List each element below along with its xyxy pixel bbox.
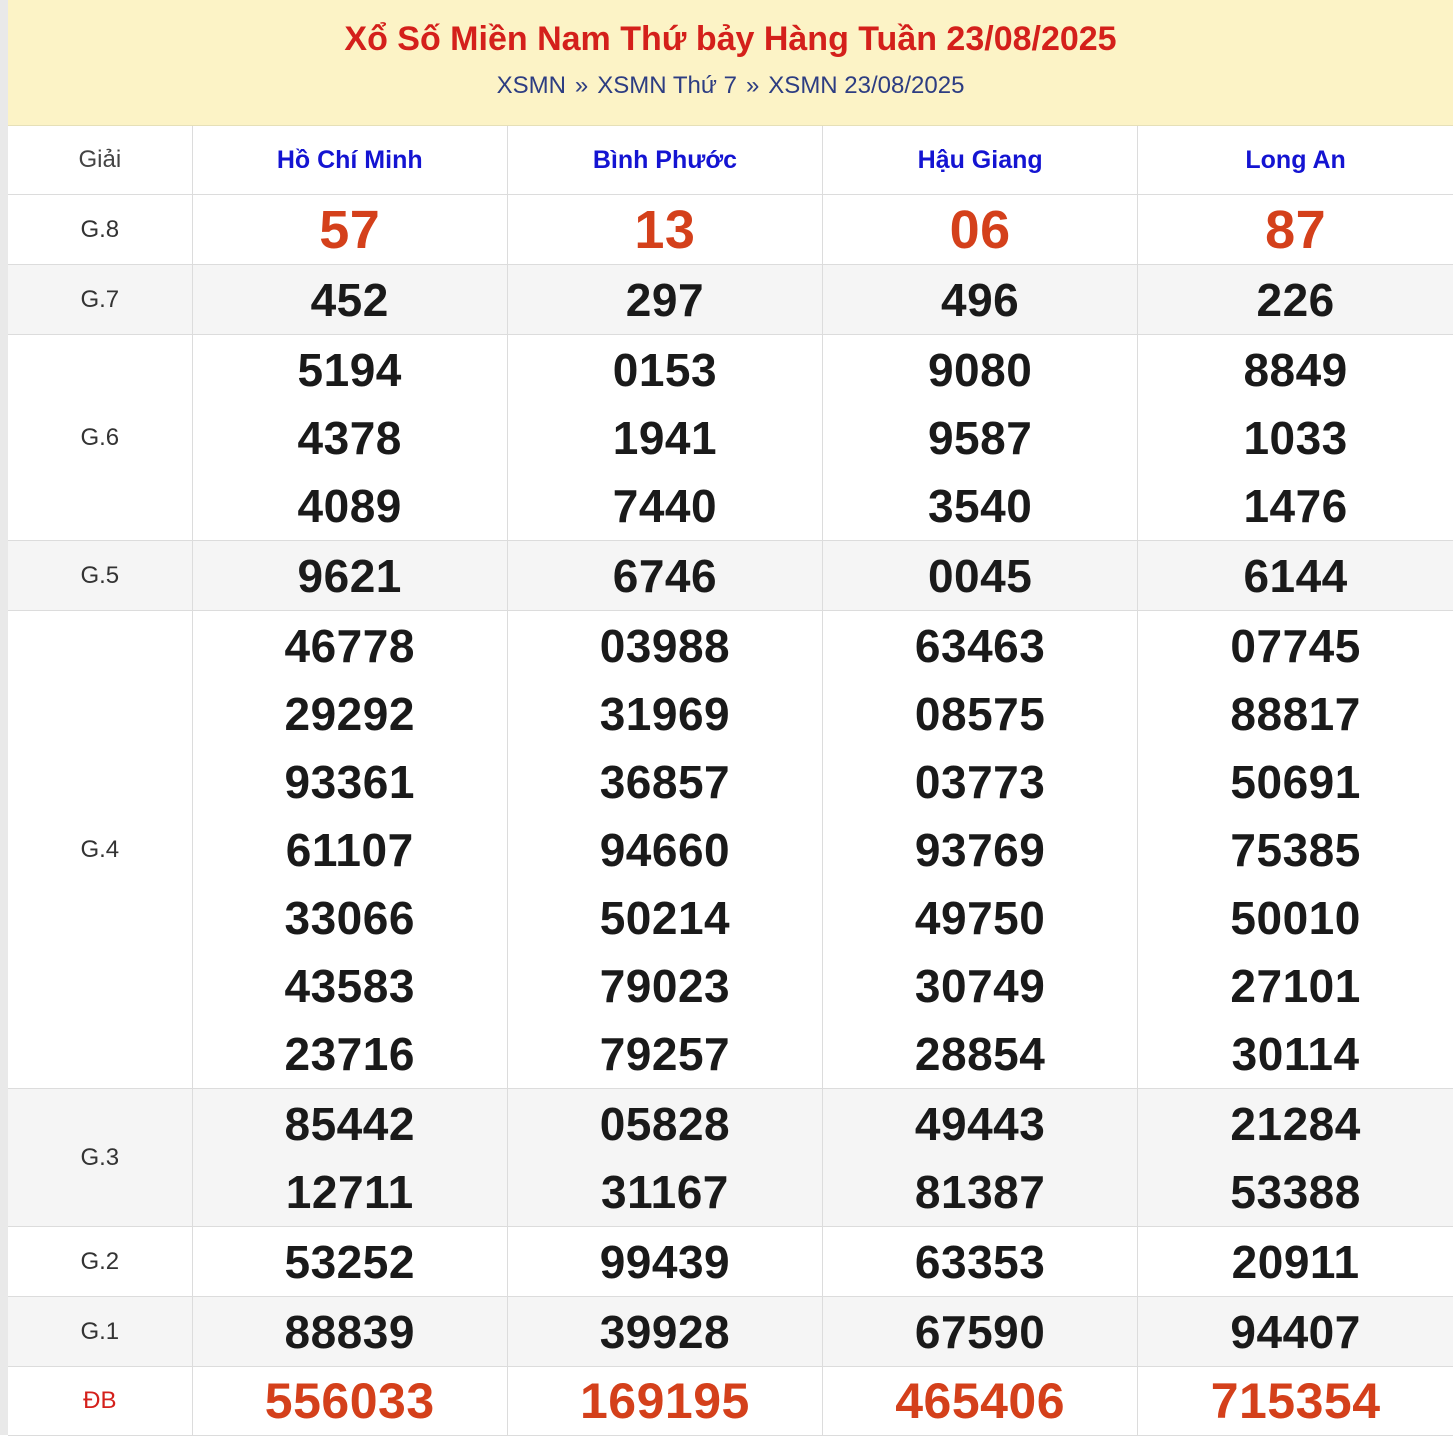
result-number: 79257 xyxy=(599,1027,731,1080)
result-cell-binh-phuoc xyxy=(507,1227,822,1297)
result-number: 23716 xyxy=(284,1027,415,1080)
result-number: 31969 xyxy=(599,687,731,740)
prize-row-g2 xyxy=(8,1227,1453,1297)
result-number: 1476 xyxy=(1243,479,1348,532)
breadcrumb-link-xsmn-thu-7[interactable]: XSMN Thứ 7 xyxy=(597,72,737,99)
result-cell-hau-giang xyxy=(823,335,1138,541)
result-cell-ho-chi-minh xyxy=(192,1367,507,1436)
result-number: 1941 xyxy=(612,411,718,464)
result-number: 88817 xyxy=(1230,687,1361,740)
result-number: 75385 xyxy=(1230,823,1361,876)
result-number: 556033 xyxy=(264,1373,435,1429)
result-number: 88839 xyxy=(284,1305,415,1358)
prize-label: G.7 xyxy=(8,265,192,335)
result-number: 53388 xyxy=(1230,1165,1361,1218)
result-number: 06 xyxy=(949,199,1011,260)
result-cell-long-an xyxy=(1138,1227,1453,1297)
result-cell-long-an xyxy=(1138,611,1453,1089)
result-number: 297 xyxy=(625,273,705,326)
result-number: 6144 xyxy=(1243,549,1348,602)
result-cell-ho-chi-minh xyxy=(192,1089,507,1227)
result-cell-ho-chi-minh xyxy=(192,265,507,335)
result-number: 67590 xyxy=(914,1305,1046,1358)
result-cell-hau-giang xyxy=(823,1297,1138,1367)
result-number: 226 xyxy=(1256,273,1335,326)
result-cell-binh-phuoc xyxy=(507,541,822,611)
result-cell-binh-phuoc xyxy=(507,265,822,335)
result-number: 169195 xyxy=(580,1373,750,1429)
result-number: 50214 xyxy=(599,891,731,944)
result-number: 12711 xyxy=(285,1165,414,1218)
breadcrumb-separator: » xyxy=(574,72,589,99)
result-number: 3540 xyxy=(927,479,1033,532)
result-cell-long-an xyxy=(1138,265,1453,335)
prize-row-g5 xyxy=(8,541,1453,611)
result-number: 94660 xyxy=(599,823,731,876)
prize-row-g4 xyxy=(8,611,1453,1089)
prize-label: ĐB xyxy=(8,1367,192,1436)
result-number: 07745 xyxy=(1230,619,1361,672)
result-cell-ho-chi-minh xyxy=(192,611,507,1089)
prize-row-g7 xyxy=(8,265,1453,335)
prize-label: G.3 xyxy=(8,1089,192,1227)
result-cell-binh-phuoc xyxy=(507,1367,822,1436)
prize-label: G.4 xyxy=(8,611,192,1089)
prize-label: G.6 xyxy=(8,335,192,541)
result-number: 9080 xyxy=(927,343,1033,396)
result-number: 496 xyxy=(941,273,1020,326)
result-number: 21284 xyxy=(1230,1097,1361,1150)
result-number: 0153 xyxy=(612,343,718,396)
result-cell-ho-chi-minh xyxy=(192,195,507,265)
result-number: 53252 xyxy=(284,1235,415,1288)
province-header-hau-giang[interactable]: Hậu Giang xyxy=(823,126,1138,195)
result-number: 50691 xyxy=(1230,755,1361,808)
result-number: 31167 xyxy=(600,1165,729,1218)
prize-row-db xyxy=(8,1367,1453,1436)
breadcrumb-link-xsmn[interactable]: XSMN xyxy=(496,72,566,99)
result-cell-binh-phuoc xyxy=(507,611,822,1089)
result-number: 715354 xyxy=(1210,1373,1381,1429)
result-number: 465406 xyxy=(895,1373,1066,1429)
result-cell-binh-phuoc xyxy=(507,335,822,541)
result-number: 29292 xyxy=(284,687,415,740)
results-header xyxy=(8,0,1453,126)
result-cell-hau-giang xyxy=(823,1367,1138,1436)
result-cell-long-an xyxy=(1138,1367,1453,1436)
result-cell-ho-chi-minh xyxy=(192,1297,507,1367)
result-number: 03988 xyxy=(599,619,731,672)
prize-row-g8 xyxy=(8,195,1453,265)
province-header-binh-phuoc[interactable]: Bình Phước xyxy=(507,126,822,195)
result-number: 30114 xyxy=(1231,1027,1360,1080)
result-cell-ho-chi-minh xyxy=(192,541,507,611)
result-cell-ho-chi-minh xyxy=(192,1227,507,1297)
result-number: 49750 xyxy=(914,891,1046,944)
result-number: 9621 xyxy=(297,549,402,602)
result-number: 49443 xyxy=(914,1097,1046,1150)
result-number: 27101 xyxy=(1230,959,1361,1012)
result-number: 50010 xyxy=(1230,891,1361,944)
prize-column-header: Giải xyxy=(8,126,192,195)
result-number: 1033 xyxy=(1243,411,1348,464)
result-number: 61107 xyxy=(285,823,414,876)
result-number: 5194 xyxy=(297,343,402,396)
result-cell-hau-giang xyxy=(823,1089,1138,1227)
province-header-long-an[interactable]: Long An xyxy=(1138,126,1453,195)
result-cell-binh-phuoc xyxy=(507,1297,822,1367)
result-number: 4089 xyxy=(297,479,402,532)
result-number: 87 xyxy=(1265,199,1327,260)
result-number: 13 xyxy=(634,199,696,260)
left-edge xyxy=(0,0,8,1435)
result-number: 99439 xyxy=(599,1235,731,1288)
result-number: 452 xyxy=(310,273,389,326)
prize-label: G.8 xyxy=(8,195,192,265)
result-cell-hau-giang xyxy=(823,195,1138,265)
result-number: 63353 xyxy=(914,1235,1046,1288)
result-number: 20911 xyxy=(1231,1235,1360,1288)
result-number: 8849 xyxy=(1243,343,1348,396)
result-cell-hau-giang xyxy=(823,1227,1138,1297)
result-number: 93361 xyxy=(284,755,415,808)
result-number: 05828 xyxy=(599,1097,731,1150)
prize-label: G.1 xyxy=(8,1297,192,1367)
result-number: 79023 xyxy=(599,959,731,1012)
prize-row-g6 xyxy=(8,335,1453,541)
result-number: 28854 xyxy=(914,1027,1046,1080)
prize-row-g3 xyxy=(8,1089,1453,1227)
result-cell-hau-giang xyxy=(823,265,1138,335)
result-cell-hau-giang xyxy=(823,541,1138,611)
breadcrumb-link-xsmn-date[interactable]: XSMN 23/08/2025 xyxy=(768,72,965,99)
result-number: 36857 xyxy=(599,755,731,808)
result-number: 4378 xyxy=(297,411,402,464)
result-number: 94407 xyxy=(1230,1305,1361,1358)
prize-label: G.2 xyxy=(8,1227,192,1297)
page-title: Xổ Số Miền Nam Thứ bảy Hàng Tuần 23/08/2025 xyxy=(344,20,1117,58)
result-cell-long-an xyxy=(1138,1089,1453,1227)
breadcrumb-separator: » xyxy=(745,72,760,99)
result-number: 0045 xyxy=(927,549,1033,602)
result-cell-long-an xyxy=(1138,335,1453,541)
prize-label: G.5 xyxy=(8,541,192,611)
result-number: 46778 xyxy=(284,619,415,672)
result-number: 7440 xyxy=(612,479,718,532)
result-number: 93769 xyxy=(914,823,1046,876)
result-number: 30749 xyxy=(914,959,1046,1012)
breadcrumb xyxy=(8,71,1453,101)
result-number: 43583 xyxy=(284,959,415,1012)
result-number: 39928 xyxy=(599,1305,731,1358)
result-number: 08575 xyxy=(914,687,1046,740)
prize-row-g1 xyxy=(8,1297,1453,1367)
result-number: 85442 xyxy=(284,1097,415,1150)
result-number: 03773 xyxy=(914,755,1046,808)
result-cell-binh-phuoc xyxy=(507,1089,822,1227)
result-number: 81387 xyxy=(914,1165,1046,1218)
result-cell-binh-phuoc xyxy=(507,195,822,265)
results-table xyxy=(8,126,1453,1436)
province-header-ho-chi-minh[interactable]: Hồ Chí Minh xyxy=(192,126,507,195)
result-cell-long-an xyxy=(1138,541,1453,611)
table-header-row xyxy=(8,126,1453,195)
result-number: 63463 xyxy=(914,619,1046,672)
result-number: 33066 xyxy=(284,891,415,944)
result-cell-hau-giang xyxy=(823,611,1138,1089)
result-cell-ho-chi-minh xyxy=(192,335,507,541)
result-cell-long-an xyxy=(1138,1297,1453,1367)
result-number: 57 xyxy=(319,199,381,260)
result-number: 9587 xyxy=(927,411,1033,464)
result-number: 6746 xyxy=(612,549,718,602)
result-cell-long-an xyxy=(1138,195,1453,265)
